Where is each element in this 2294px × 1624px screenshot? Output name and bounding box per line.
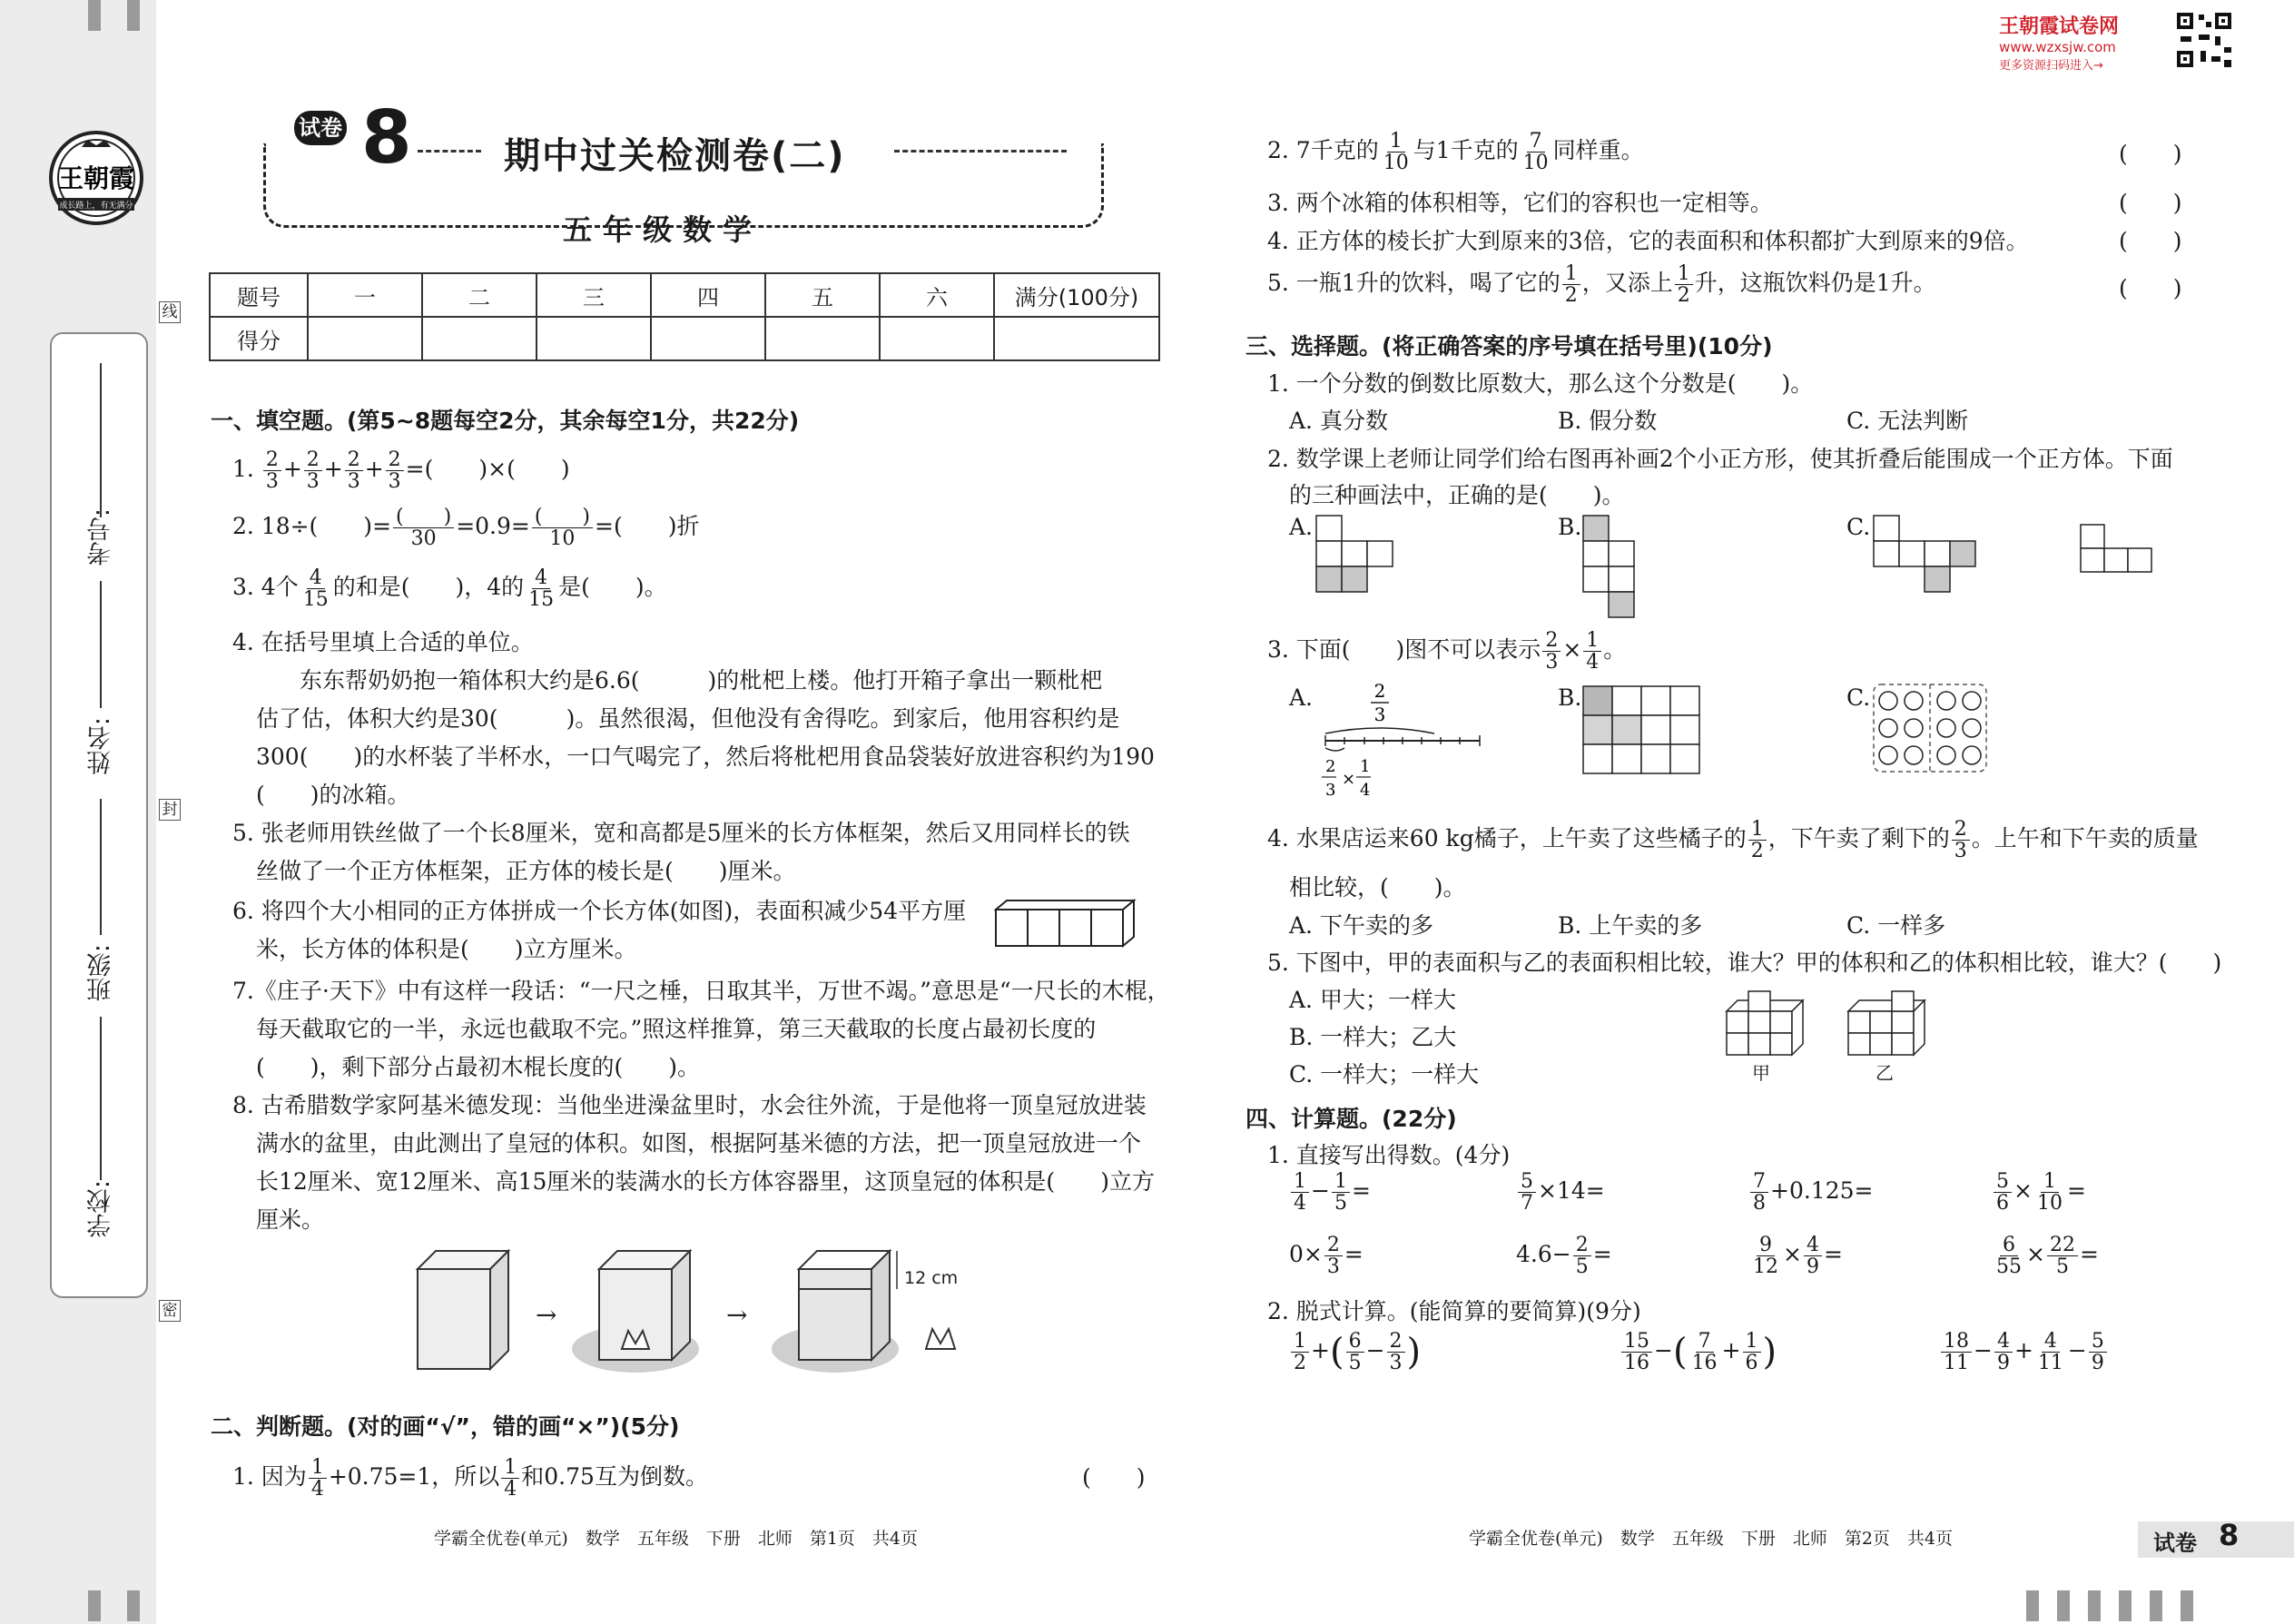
question-4-line: 估了估，体积大约是30( )。虽然很渴，但他没有舍得吃。到家后，他用容积约是 (256, 705, 1120, 732)
choice-option[interactable]: A. (1289, 684, 1314, 711)
choice-option[interactable]: C. 一样多 (1846, 912, 1946, 939)
question-3: 3. 4个 $\frac{4}{15}$ 的和是( )，4的 $\frac{4}{15}$ 是( )。 (232, 566, 667, 612)
seal-mark-mi: 密 (159, 1300, 181, 1322)
school-field[interactable] (100, 1017, 102, 1180)
judge-3: 3. 两个冰箱的体积相等，它们的容积也一定相等。 (1267, 190, 1773, 216)
grid-shaded-figure (1581, 684, 1701, 775)
exam-no-label: 考号: (87, 508, 115, 566)
strip-mark (88, 1590, 101, 1621)
strip-mark (88, 0, 101, 31)
choice-option[interactable]: A. 甲大；一样大 (1289, 987, 1456, 1013)
net-reference-figure (2079, 523, 2155, 574)
score-header: 三 (537, 273, 651, 317)
strip-mark (2026, 1590, 2039, 1621)
svg-text:4: 4 (1360, 781, 1371, 800)
choice-option[interactable]: C. (1846, 514, 1871, 540)
choice-4: 4. 水果店运来60 kg橘子，上午卖了这些橘子的 $\frac{1}{2}$ ，下午卖了剩下的 $\frac{2}{3}$ 。上午和下午卖的质量 (1267, 818, 2199, 863)
score-cell[interactable] (765, 317, 880, 360)
calc-step-item: $\frac{1}{2}$ +( $\frac{6}{5}$ − $\frac{2}{3}$ ) (1289, 1331, 1421, 1373)
calc-step-item: $\frac{18}{11}$ − $\frac{4}{9}$ + $\frac{4}{11}$ − $\frac{5}{9}$ (1939, 1331, 2109, 1373)
page-badge-label: 试卷 (2153, 1530, 2197, 1556)
archimedes-crown-figure (399, 1242, 980, 1378)
calc-item: $\frac{6}{55}$ × $\frac{22}{5}$ = (1996, 1234, 2099, 1279)
site-tip: 更多资源扫码进入→ (1999, 59, 2103, 73)
question-4-line: ( )的冰箱。 (256, 782, 410, 808)
question-2: 2. 18÷( )= $\frac{( )}{30}$ =0.9= $\frac{( )}{10}$ =( )折 (232, 506, 700, 551)
score-row (210, 317, 1159, 360)
svg-text:×: × (1342, 770, 1356, 789)
choice-option[interactable]: A. 下午卖的多 (1289, 912, 1433, 939)
seal-mark-xian: 线 (159, 301, 181, 323)
score-cell[interactable] (880, 317, 994, 360)
question-8-line: 厘米。 (256, 1206, 325, 1233)
calc-2-title: 2. 脱式计算。(能简算的要简算)(9分) (1267, 1298, 1641, 1324)
site-url: www.wzxsjw.com (1999, 39, 2116, 55)
site-brand (1999, 11, 2119, 73)
score-header: 一 (308, 273, 422, 317)
section-4-title: 四、计算题。(22分) (1245, 1106, 1457, 1132)
choice-option[interactable]: B. (1558, 514, 1582, 540)
svg-text:3: 3 (1325, 781, 1336, 800)
strip-mark (2119, 1590, 2132, 1621)
choice-option[interactable]: A. 真分数 (1289, 408, 1388, 434)
title-dash-right (894, 150, 1067, 153)
question-8-line: 满水的盆里，由此测出了皇冠的体积。如图，根据阿基米德的方法，把一顶皇冠放进一个 (256, 1130, 1142, 1156)
brand-logo (45, 127, 147, 229)
page-title: 期中过关检测卷(二) (504, 135, 846, 177)
choice-5: 5. 下图中，甲的表面积与乙的表面积相比较，谁大？甲的体积和乙的体积相比较，谁大？( ) (1267, 950, 2222, 976)
qr-code-icon[interactable] (2175, 11, 2233, 69)
judge-2: 2. 7千克的 $\frac{1}{10}$ 与1千克的 $\frac{7}{10}$ 同样重。 (1267, 130, 1644, 175)
svg-text:2: 2 (1325, 757, 1336, 776)
score-row-label: 得分 (210, 317, 308, 360)
strip-mark (2181, 1590, 2193, 1621)
question-5: 5. 张老师用铁丝做了一个长8厘米，宽和高都是5厘米的长方体框架，然后又用同样长的铁 (232, 820, 1130, 846)
logo-text: 王朝霞 (57, 163, 135, 193)
school-label: 学校: (87, 1180, 115, 1238)
question-7-line: ( )，剩下部分占最初木棍长度的( )。 (256, 1054, 701, 1080)
score-cell[interactable] (994, 317, 1159, 360)
choice-option[interactable]: B. 上午卖的多 (1558, 912, 1703, 939)
answer-paren[interactable]: ( ) (2119, 190, 2182, 216)
score-header: 五 (765, 273, 880, 317)
fraction-segment-figure (1314, 677, 1487, 804)
answer-paren[interactable]: ( ) (2119, 228, 2182, 254)
choice-option[interactable]: B. 一样大；乙大 (1289, 1024, 1457, 1050)
choice-4-line: 相比较，( )。 (1289, 874, 1466, 901)
score-table (209, 272, 1160, 361)
paper-number: 8 (361, 95, 412, 180)
exam-no-field[interactable] (100, 363, 102, 517)
choice-3: 3. 下面( )图不可以表示 $\frac{2}{3}$ × $\frac{1}{4}$ 。 (1267, 629, 1627, 674)
score-header-row (210, 273, 1159, 317)
section-2-title: 二、判断题。(对的画“√”，错的画“×”)(5分) (211, 1413, 680, 1440)
question-6: 6. 将四个大小相同的正方体拼成一个长方体(如图)，表面积减少54平方厘 (232, 898, 967, 924)
calc-item: $\frac{5}{6}$ × $\frac{1}{10}$ = (1992, 1171, 2086, 1214)
title-dash-left (418, 150, 481, 153)
calc-item: $\frac{9}{12}$ × $\frac{4}{9}$ = (1753, 1234, 1843, 1279)
judge-1: 1. 因为 $\frac{1}{4}$ +0.75=1，所以 $\frac{1}{4}$ 和0.75互为倒数。 (232, 1456, 708, 1501)
strip-mark (127, 0, 140, 31)
choice-option[interactable]: C. (1846, 684, 1871, 711)
calc-1-title: 1. 直接写出得数。(4分) (1267, 1142, 1511, 1168)
net-figure-c (1872, 514, 1979, 595)
score-cell[interactable] (308, 317, 422, 360)
score-header: 四 (651, 273, 765, 317)
answer-paren[interactable]: ( ) (2119, 141, 2182, 167)
score-cell[interactable] (537, 317, 651, 360)
net-figure-b (1581, 514, 1663, 621)
choice-option[interactable]: A. (1289, 514, 1314, 540)
score-header: 题号 (210, 273, 308, 317)
answer-paren[interactable]: ( ) (2119, 275, 2182, 301)
judge-5: 5. 一瓶1升的饮料，喝了它的 $\frac{1}{2}$ ，又添上 $\frac{1}{2}$ 升，这瓶饮料仍是1升。 (1267, 262, 1936, 308)
page-badge-number: 8 (2219, 1518, 2240, 1552)
figure-label-jia: 甲 (1752, 1062, 1770, 1084)
score-cell[interactable] (651, 317, 765, 360)
question-5-line: 丝做了一个正方体框架，正方体的棱长是( )厘米。 (256, 858, 796, 884)
calc-step-item: $\frac{15}{16}$ −( $\frac{7}{16}$ + $\frac{1}{6}$ ) (1620, 1331, 1777, 1373)
calc-item: 0× $\frac{2}{3}$ = (1289, 1234, 1364, 1279)
circle-group-figure (1872, 683, 1990, 775)
question-4: 4. 在括号里填上合适的单位。 (232, 629, 534, 655)
svg-text:3: 3 (1373, 704, 1386, 725)
svg-text:1: 1 (1360, 757, 1371, 776)
net-figure-a (1314, 514, 1396, 595)
seal-mark-feng: 封 (159, 799, 181, 821)
logo-slogan: 成长路上，有无满分 (59, 202, 133, 211)
question-1: 1. $\frac{2}{3}$ + $\frac{2}{3}$ + $\frac{2}{3}$ + $\frac{2}{3}$ =( )×( ) (232, 448, 570, 494)
question-8: 8. 古希腊数学家阿基米德发现：当他坐进澡盆里时，水会往外流，于是他将一顶皇冠放进装 (232, 1092, 1147, 1118)
question-7-line: 每天截取它的一半，永远也截取不完。”照这样推算，第三天截取的长度占最初长度的 (256, 1016, 1097, 1042)
svg-text:→: → (726, 1300, 748, 1330)
question-4-line: 东东帮奶奶抱一箱体积大约是6.6( )的枇杷上楼。他打开箱子拿出一颗枇杷 (300, 667, 1103, 694)
judge-4: 4. 正方体的棱长扩大到原来的3倍，它的表面积和体积都扩大到原来的9倍。 (1267, 228, 2029, 254)
strip-mark (2088, 1590, 2101, 1621)
section-1-title: 一、填空题。(第5~8题每空2分，其余每空1分，共22分) (211, 408, 800, 434)
score-header: 满分(100分) (994, 273, 1159, 317)
strip-mark (2150, 1590, 2162, 1621)
choice-option[interactable]: C. 无法判断 (1846, 408, 1969, 434)
paper-badge: 试卷 (294, 111, 347, 145)
question-4-line: 300( )的水杯装了半杯水，一口气喝完了，然后将枇杷用食品袋装好放进容积约为190 (256, 743, 1155, 770)
page-subtitle: 五年级数学 (563, 212, 763, 247)
question-8-line: 长12厘米、宽12厘米、高15厘米的装满水的长方体容器里，这顶皇冠的体积是( )立方 (256, 1168, 1155, 1195)
calc-item: $\frac{5}{7}$ ×14= (1516, 1171, 1605, 1214)
class-field[interactable] (100, 799, 102, 935)
choice-1: 1. 一个分数的倒数比原数大，那么这个分数是( )。 (1267, 370, 1814, 397)
svg-text:→: → (536, 1300, 557, 1330)
calc-item: 4.6− $\frac{2}{5}$ = (1516, 1234, 1612, 1279)
student-info-box (50, 332, 148, 1298)
question-6-line: 米，长方体的体积是( )立方厘米。 (256, 936, 637, 962)
class-label: 班级: (87, 944, 115, 1002)
footer-right: 学霸全优卷(单元) 数学 五年级 下册 北师 第2页 共4页 (1469, 1529, 1954, 1549)
strip-mark (2057, 1590, 2070, 1621)
four-cube-figure (994, 899, 1139, 948)
footer-left: 学霸全优卷(单元) 数学 五年级 下册 北师 第1页 共4页 (434, 1529, 919, 1549)
question-7: 7.《庄子·天下》中有这样一段话：“一尺之棰，日取其半，万世不竭。”意思是“一尺长的木棍， (232, 978, 1170, 1004)
section-3-title: 三、选择题。(将正确答案的序号填在括号里)(10分) (1245, 333, 1773, 359)
score-header: 二 (422, 273, 537, 317)
choice-2: 2. 数学课上老师让同学们给右图再补画2个小正方形，使其折叠后能围成一个正方体。下面 (1267, 446, 2173, 472)
calc-item: $\frac{7}{8}$ +0.125= (1748, 1171, 1873, 1214)
figure-label-yi: 乙 (1876, 1062, 1894, 1084)
choice-2-line: 的三种画法中，正确的是( )。 (1289, 482, 1625, 508)
calc-item: $\frac{1}{4}$ − $\frac{1}{5}$ = (1289, 1171, 1371, 1214)
name-field[interactable] (100, 581, 102, 708)
score-header: 六 (880, 273, 994, 317)
svg-text:2: 2 (1373, 680, 1386, 702)
answer-paren[interactable]: ( ) (1082, 1464, 1146, 1491)
site-title: 王朝霞试卷网 (1999, 15, 2120, 38)
choice-option[interactable]: B. 假分数 (1558, 408, 1658, 434)
choice-option[interactable]: C. 一样大；一样大 (1289, 1061, 1480, 1088)
choice-option[interactable]: B. (1558, 684, 1582, 711)
name-label: 姓名: (87, 717, 115, 775)
figure-height-label: 12 cm (904, 1268, 959, 1288)
strip-mark (127, 1590, 140, 1621)
score-cell[interactable] (422, 317, 537, 360)
